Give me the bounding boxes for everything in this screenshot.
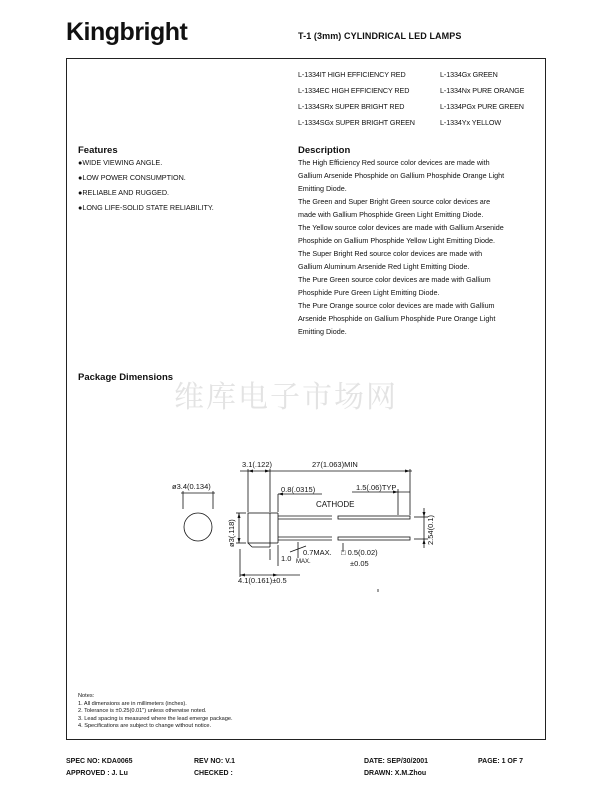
- part-item: L-1334Gx GREEN: [440, 70, 498, 79]
- feature-item: ●LOW POWER CONSUMPTION.: [78, 172, 186, 182]
- note-item: 3. Lead spacing is measured where the lead emerge package.: [78, 715, 233, 722]
- description-line: Emitting Diode.: [298, 327, 347, 336]
- revision-number: REV NO: V.1: [194, 758, 235, 765]
- description-line: made with Gallium Phosphide Green Light Emitting Diode.: [298, 210, 484, 219]
- description-heading: Description: [298, 145, 351, 156]
- checked-by: CHECKED :: [194, 770, 233, 777]
- spec-number: SPEC NO: KDA0065: [66, 758, 133, 765]
- description-line: Gallium Arsenide Phosphide on Gallium Phosphide Orange Light: [298, 171, 505, 180]
- part-item: L-1334PGx PURE GREEN: [440, 102, 524, 111]
- dim-lead-bend: 1.5(.06)TYP: [356, 483, 397, 492]
- package-dimensions-heading: Package Dimensions: [78, 372, 174, 383]
- notes-title: Notes:: [78, 693, 95, 699]
- part-item: L-1334Yx YELLOW: [440, 118, 502, 127]
- description-line: The Pure Orange source color devices are made with Gallium: [298, 301, 495, 310]
- description-line: The High Efficiency Red source color devices are made with: [298, 158, 490, 167]
- description-line: Phosphide Pure Green Light Emitting Diode.: [298, 288, 440, 297]
- led-body-side: [248, 513, 270, 543]
- part-item: L-1334EC HIGH EFFICIENCY RED: [298, 86, 410, 95]
- dim-lead-length: 27(1.063)MIN: [312, 460, 358, 469]
- description-line: Arsenide Phosphide on Gallium Phosphide Pure Orange Light: [298, 314, 496, 323]
- drawn-by: DRAWN: X.M.Zhou: [364, 770, 427, 777]
- feature-item: ●RELIABLE AND RUGGED.: [78, 187, 170, 197]
- part-item: L-1334SGx SUPER BRIGHT GREEN: [298, 118, 415, 127]
- dim-max-07: 0.7MAX.: [303, 548, 332, 557]
- cathode-label: CATHODE: [316, 500, 355, 509]
- description-line: Gallium Aluminum Arsenide Red Light Emitting Diode.: [298, 262, 470, 271]
- description-line: The Yellow source color devices are made with Gallium Arsenide: [298, 223, 504, 232]
- dim-max-10: 1.0: [281, 554, 292, 563]
- approved-by: APPROVED : J. Lu: [66, 770, 128, 777]
- feature-item: ●LONG LIFE-SOLID STATE RELIABILITY.: [78, 202, 214, 212]
- dim-lead-tolerance: ±0.05: [350, 559, 369, 568]
- brand-logo: Kingbright: [66, 18, 188, 46]
- dim-lead-offset: 0.8(.0315): [281, 485, 316, 494]
- notes: [78, 693, 233, 731]
- description-line: The Super Bright Red source color devices are made with: [298, 249, 483, 258]
- features-heading: Features: [78, 145, 118, 156]
- document-date: DATE: SEP/30/2001: [364, 758, 429, 765]
- feature-item: ●WIDE VIEWING ANGLE.: [78, 158, 163, 167]
- part-item: L-1334Nx PURE ORANGE: [440, 86, 525, 95]
- dim-max-word: MAX.: [296, 559, 311, 565]
- dim-lead-square: □ 0.5(0.02): [341, 548, 378, 557]
- part-item: L-1334SRx SUPER BRIGHT RED: [298, 102, 405, 111]
- description-line: Emitting Diode.: [298, 184, 347, 193]
- lens-front-view: [184, 513, 212, 541]
- dim-lens-diameter: ø3.4(0.134): [172, 482, 211, 491]
- dim-lead-spacing: 2.54(0.1): [426, 514, 435, 545]
- part-item: L-1334IT HIGH EFFICIENCY RED: [298, 70, 406, 79]
- dim-body-length: 4.1(0.161)±0.5: [238, 576, 287, 585]
- note-item: 2. Tolerance is ±0.25(0.01") unless otherwise noted.: [78, 708, 207, 715]
- dim-flange: 3.1(.122): [242, 460, 273, 469]
- dim-body-diameter: ø3(.118): [227, 519, 236, 547]
- description-line: Phosphide on Gallium Phosphide Yellow Light Emitting Diode.: [298, 236, 495, 245]
- page-number: PAGE: 1 OF 7: [478, 758, 523, 765]
- description-line: The Pure Green source color devices are made with Gallium: [298, 275, 491, 284]
- document-title: T-1 (3mm) CYLINDRICAL LED LAMPS: [298, 31, 462, 41]
- note-item: 1. All dimensions are in millimeters (inches).: [78, 700, 187, 707]
- description-line: The Green and Super Bright Green source color devices are: [298, 197, 491, 206]
- watermark: 维库电子市场网: [174, 380, 398, 415]
- note-item: 4. Specifications are subject to change without notice.: [78, 723, 212, 730]
